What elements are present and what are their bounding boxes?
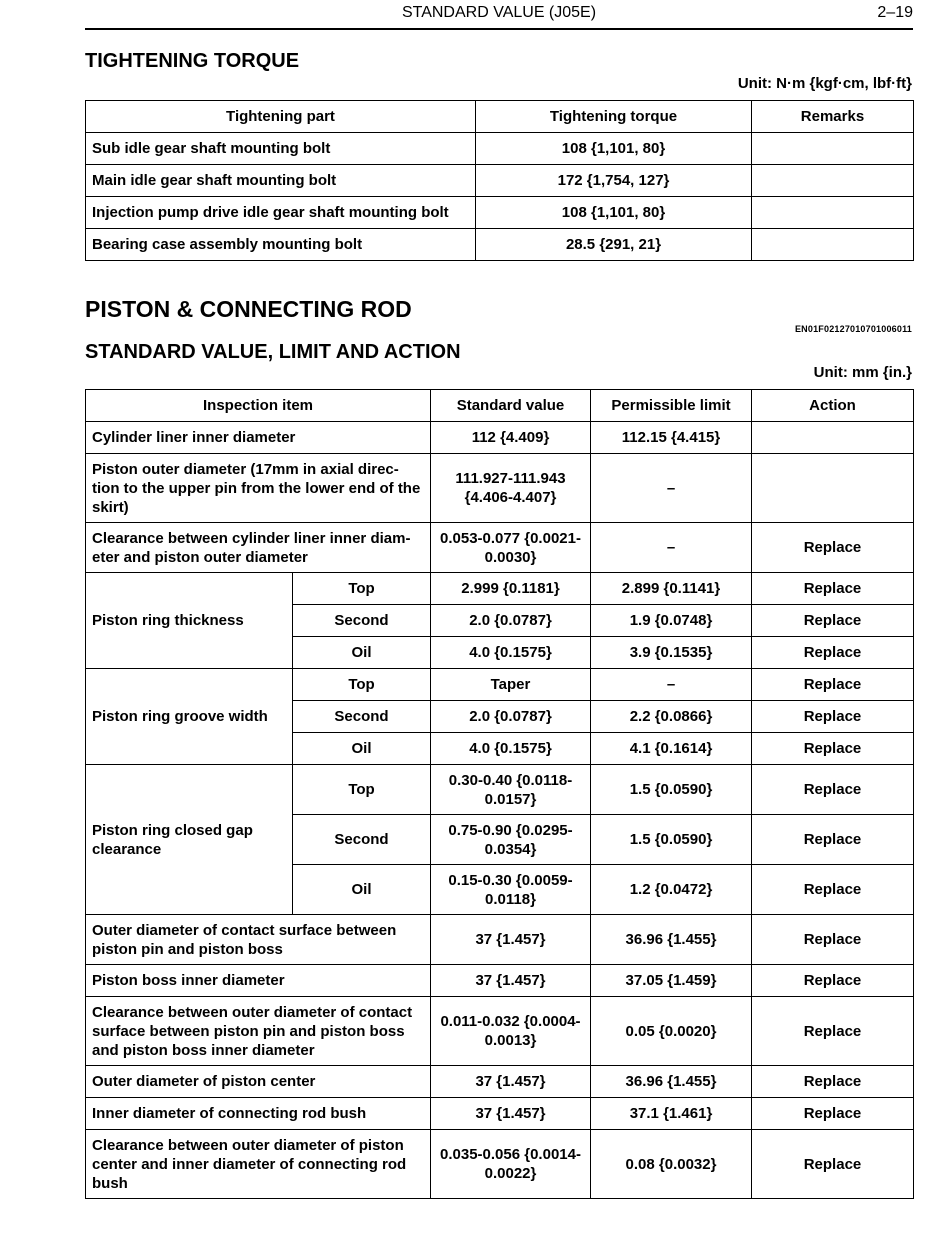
limit-cell: 36.96 {1.455} xyxy=(591,1066,752,1098)
remarks-cell xyxy=(752,165,914,197)
item-cell: Clearance between outer diameter of piston center and inner diameter of connecting rod bush xyxy=(86,1130,431,1199)
remarks-cell xyxy=(752,229,914,261)
sub-item-cell: Oil xyxy=(293,733,431,765)
std-cell: 0.053-0.077 {0.0021-0.0030} xyxy=(431,523,591,573)
piston-unit: Unit: mm {in.} xyxy=(813,364,912,381)
table-row xyxy=(86,965,914,997)
page-number: 2–19 xyxy=(877,4,913,21)
item-cell: Piston ring closed gap clearance xyxy=(86,765,293,915)
table-row xyxy=(86,197,914,229)
action-cell: Replace xyxy=(752,1066,914,1098)
action-cell: Replace xyxy=(752,865,914,915)
limit-cell: 1.9 {0.0748} xyxy=(591,605,752,637)
std-cell: 2.0 {0.0787} xyxy=(431,701,591,733)
torque-heading: TIGHTENING TORQUE xyxy=(85,50,300,72)
limit-cell: – xyxy=(591,454,752,523)
torque-cell: 108 {1,101, 80} xyxy=(476,197,752,229)
std-cell: 0.15-0.30 {0.0059-0.0118} xyxy=(431,865,591,915)
sub-item-cell: Second xyxy=(293,701,431,733)
table-row xyxy=(86,523,914,573)
piston-subtitle: STANDARD VALUE, LIMIT AND ACTION xyxy=(85,341,461,363)
sub-item-cell: Oil xyxy=(293,637,431,669)
action-cell: Replace xyxy=(752,965,914,997)
std-cell: 37 {1.457} xyxy=(431,915,591,965)
col-header: Permissible limit xyxy=(591,390,752,422)
std-cell: 37 {1.457} xyxy=(431,965,591,997)
std-cell: 111.927-111.943 {4.406-4.407} xyxy=(431,454,591,523)
action-cell: Replace xyxy=(752,915,914,965)
std-cell: 37 {1.457} xyxy=(431,1098,591,1130)
table-row xyxy=(86,165,914,197)
piston-table xyxy=(85,389,914,1199)
header-title: STANDARD VALUE (J05E) xyxy=(401,4,597,21)
item-cell: Outer diameter of piston center xyxy=(86,1066,431,1098)
limit-cell: – xyxy=(591,523,752,573)
torque-cell: 28.5 {291, 21} xyxy=(476,229,752,261)
table-row xyxy=(86,1066,914,1098)
std-cell: 0.035-0.056 {0.0014-0.0022} xyxy=(431,1130,591,1199)
limit-cell: 3.9 {0.1535} xyxy=(591,637,752,669)
table-row xyxy=(86,133,914,165)
sub-item-cell: Top xyxy=(293,669,431,701)
action-cell xyxy=(752,454,914,523)
torque-unit: Unit: N·m {kgf·cm, lbf·ft} xyxy=(737,75,912,92)
action-cell: Replace xyxy=(752,733,914,765)
limit-cell: 37.05 {1.459} xyxy=(591,965,752,997)
std-cell: 2.999 {0.1181} xyxy=(431,573,591,605)
table-row xyxy=(86,573,914,605)
limit-cell: 112.15 {4.415} xyxy=(591,422,752,454)
limit-cell: 1.5 {0.0590} xyxy=(591,765,752,815)
torque-cell: 172 {1,754, 127} xyxy=(476,165,752,197)
part-cell: Sub idle gear shaft mounting bolt xyxy=(86,133,476,165)
limit-cell: 1.2 {0.0472} xyxy=(591,865,752,915)
table-row xyxy=(86,915,914,965)
table-row xyxy=(86,422,914,454)
action-cell xyxy=(752,422,914,454)
action-cell: Replace xyxy=(752,523,914,573)
action-cell: Replace xyxy=(752,1098,914,1130)
limit-cell: 0.08 {0.0032} xyxy=(591,1130,752,1199)
limit-cell: 36.96 {1.455} xyxy=(591,915,752,965)
table-row xyxy=(86,669,914,701)
col-header: Action xyxy=(752,390,914,422)
item-cell: Piston outer diameter (17mm in axial direc-tion to the upper pin from the lower end of the skirt) xyxy=(86,454,431,523)
sub-item-cell: Top xyxy=(293,765,431,815)
std-cell: 4.0 {0.1575} xyxy=(431,637,591,669)
col-header: Standard value xyxy=(431,390,591,422)
table-row xyxy=(86,454,914,523)
table-row xyxy=(86,229,914,261)
limit-cell: 4.1 {0.1614} xyxy=(591,733,752,765)
limit-cell: 2.899 {0.1141} xyxy=(591,573,752,605)
limit-cell: 0.05 {0.0020} xyxy=(591,997,752,1066)
remarks-cell xyxy=(752,133,914,165)
col-header: Tightening torque xyxy=(476,101,752,133)
item-cell: Clearance between cylinder liner inner diam-eter and piston outer diameter xyxy=(86,523,431,573)
torque-table xyxy=(85,100,914,261)
std-cell: 37 {1.457} xyxy=(431,1066,591,1098)
limit-cell: 1.5 {0.0590} xyxy=(591,815,752,865)
item-cell: Inner diameter of connecting rod bush xyxy=(86,1098,431,1130)
item-cell: Clearance between outer diameter of contact surface between piston pin and piston boss and piston boss inner diameter xyxy=(86,997,431,1066)
torque-cell: 108 {1,101, 80} xyxy=(476,133,752,165)
action-cell: Replace xyxy=(752,1130,914,1199)
table-header-row xyxy=(86,101,914,133)
action-cell: Replace xyxy=(752,573,914,605)
item-cell: Piston ring thickness xyxy=(86,573,293,669)
action-cell: Replace xyxy=(752,637,914,669)
part-cell: Main idle gear shaft mounting bolt xyxy=(86,165,476,197)
item-cell: Cylinder liner inner diameter xyxy=(86,422,431,454)
part-cell: Bearing case assembly mounting bolt xyxy=(86,229,476,261)
sub-item-cell: Second xyxy=(293,815,431,865)
table-row xyxy=(86,997,914,1066)
std-cell: 0.30-0.40 {0.0118-0.0157} xyxy=(431,765,591,815)
item-cell: Piston boss inner diameter xyxy=(86,965,431,997)
sub-item-cell: Top xyxy=(293,573,431,605)
std-cell: 0.75-0.90 {0.0295-0.0354} xyxy=(431,815,591,865)
item-cell: Piston ring groove width xyxy=(86,669,293,765)
action-cell: Replace xyxy=(752,815,914,865)
action-cell: Replace xyxy=(752,701,914,733)
std-cell: 2.0 {0.0787} xyxy=(431,605,591,637)
sub-item-cell: Second xyxy=(293,605,431,637)
action-cell: Replace xyxy=(752,997,914,1066)
col-header: Inspection item xyxy=(86,390,431,422)
part-cell: Injection pump drive idle gear shaft mounting bolt xyxy=(86,197,476,229)
action-cell: Replace xyxy=(752,765,914,815)
document-code: EN01F02127010701006011 xyxy=(794,324,912,334)
item-cell: Outer diameter of contact surface between piston pin and piston boss xyxy=(86,915,431,965)
std-cell: 4.0 {0.1575} xyxy=(431,733,591,765)
action-cell: Replace xyxy=(752,669,914,701)
sub-item-cell: Oil xyxy=(293,865,431,915)
limit-cell: – xyxy=(591,669,752,701)
piston-section-heading: PISTON & CONNECTING ROD xyxy=(85,296,412,322)
table-row xyxy=(86,765,914,815)
std-cell: 112 {4.409} xyxy=(431,422,591,454)
col-header: Tightening part xyxy=(86,101,476,133)
limit-cell: 2.2 {0.0866} xyxy=(591,701,752,733)
page-header xyxy=(85,0,913,30)
remarks-cell xyxy=(752,197,914,229)
action-cell: Replace xyxy=(752,605,914,637)
col-header: Remarks xyxy=(752,101,914,133)
std-cell: Taper xyxy=(431,669,591,701)
limit-cell: 37.1 {1.461} xyxy=(591,1098,752,1130)
table-row xyxy=(86,1130,914,1199)
table-header-row xyxy=(86,390,914,422)
std-cell: 0.011-0.032 {0.0004-0.0013} xyxy=(431,997,591,1066)
table-row xyxy=(86,1098,914,1130)
